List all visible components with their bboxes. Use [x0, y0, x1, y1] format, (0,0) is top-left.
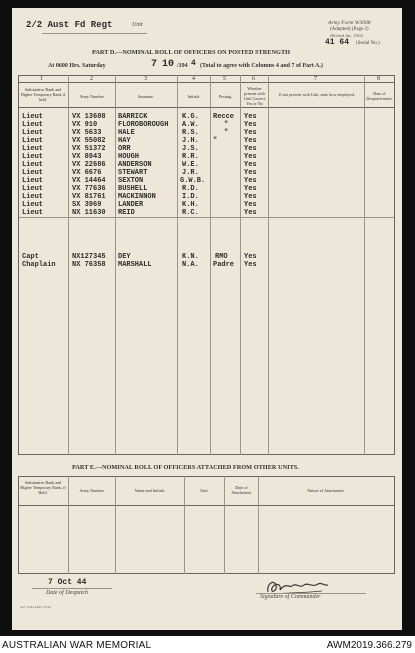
despatch-date-value: 7 Oct 44 [48, 578, 87, 587]
officer-row: Capt NX127345 DEY K.N. RMO Yes [22, 253, 257, 261]
date-day: 7 [151, 59, 158, 70]
date-month: 10 [162, 59, 175, 70]
serial-label: (Serial No.) [356, 41, 380, 46]
officer-row: Lieut VX 77636 BUSHELL R.D. Yes [22, 185, 257, 193]
date-year-digit: 4 [191, 59, 196, 68]
officer-row: Lieut VX 51372 ORR J.S. Yes [22, 145, 257, 153]
col-header-army-number: Army Number. [79, 94, 105, 99]
officer-row: Lieut VX 5633 HALE R.S. " Yes [22, 129, 257, 137]
col-num-1: 1 [40, 76, 43, 82]
col-header-initials: Initials. [187, 94, 201, 99]
col-num-5: 5 [223, 76, 226, 82]
officer-row: Lieut VX 14464 SEXTON G.W.B. Yes [22, 177, 257, 185]
officer-row: Lieut NX 11630 REID R.C. Yes [22, 209, 257, 217]
strength-date-line: At 0600 Hrs. Saturday [48, 63, 106, 69]
col-num-8: 8 [377, 76, 380, 82]
officer-row: Lieut VX 55082 HAY J.H. " Yes [22, 137, 257, 145]
unit-value: 2/2 Aust Fd Regt [26, 20, 113, 30]
print-code: A.F. 1044 MAS 35/43 [20, 605, 52, 609]
total-note: (Total to agree with Columns 4 and 7 of Part A.) [200, 63, 323, 69]
officer-row: Lieut VX 81761 MACKINNON I.D. Yes [22, 193, 257, 201]
col-header-surname: Surname. [138, 94, 154, 99]
signature-label: Signature of Commander [260, 594, 321, 600]
part-e-header-nature: Nature of Attachment. [307, 488, 345, 493]
col-header-rank: Substantive Rank and Higher Temporary Rank if held. [20, 87, 66, 102]
col-header-employment: If not present with Unit, state how employed. [279, 92, 355, 97]
officer-row: Chaplain NX 76358 MARSHALL N.A. Padre Yes [22, 261, 257, 269]
date-year-prefix: /194 [177, 63, 188, 69]
col-num-6: 6 [252, 76, 255, 82]
part-e-header-rank: Substantive Rank and Higher Temporary Rank, if Held. [20, 480, 66, 495]
officer-row: Lieut VX 910 FLOROBOROUGH A.W. " Yes [22, 121, 257, 129]
footer-institution: AUSTRALIAN WAR MEMORIAL [2, 640, 152, 651]
col-header-present: Whether present with Unit Correct Yes or No [243, 86, 266, 106]
col-num-4: 4 [192, 76, 195, 82]
form-adopted: (Adopted) (Page 2) [330, 27, 369, 32]
col-header-posting: Posting. [218, 94, 233, 99]
serial-number: 41 64 [325, 38, 350, 47]
despatch-date-label: Date of Despatch [46, 590, 88, 596]
part-e-header-army-number: Army Number. [79, 488, 105, 493]
unit-label: Unit [132, 22, 143, 28]
officer-row: Lieut VX 6676 STEWART J.R. Yes [22, 169, 257, 177]
part-e-header-name: Name and Initials. [134, 488, 166, 493]
footer-accession-number: AWM2019.366.279 [326, 640, 412, 651]
part-e-header-date: Date of Attachment. [231, 485, 252, 495]
col-num-2: 2 [90, 76, 93, 82]
col-num-7: 7 [314, 76, 317, 82]
officer-row: Lieut SX 3969 LANDER K.H. Yes [22, 201, 257, 209]
form-number: Army Form W3008 [328, 20, 371, 26]
officer-row: Lieut VX 22686 ANDERSON W.E. Yes [22, 161, 257, 169]
col-num-3: 3 [144, 76, 147, 82]
form-page [12, 8, 402, 630]
form-revised: (Revised Jan., 1943) [330, 33, 363, 38]
officer-row: Lieut VX 8943 HOUGH R.R. Yes [22, 153, 257, 161]
col-header-despatch-date: Date of Despatch-ment. [366, 91, 393, 101]
part-e-header-unit: Unit. [200, 488, 209, 493]
part-e-title: PART E.—NOMINAL ROLL OF OFFICERS ATTACHED FROM OTHER UNITS. [72, 464, 299, 471]
part-d-title: PART D.—NOMINAL ROLL OF OFFICERS ON POSTED STRENGTH [92, 49, 291, 56]
officer-row: Lieut VX 13608 BARRICK K.G. Recce Yes [22, 113, 257, 121]
